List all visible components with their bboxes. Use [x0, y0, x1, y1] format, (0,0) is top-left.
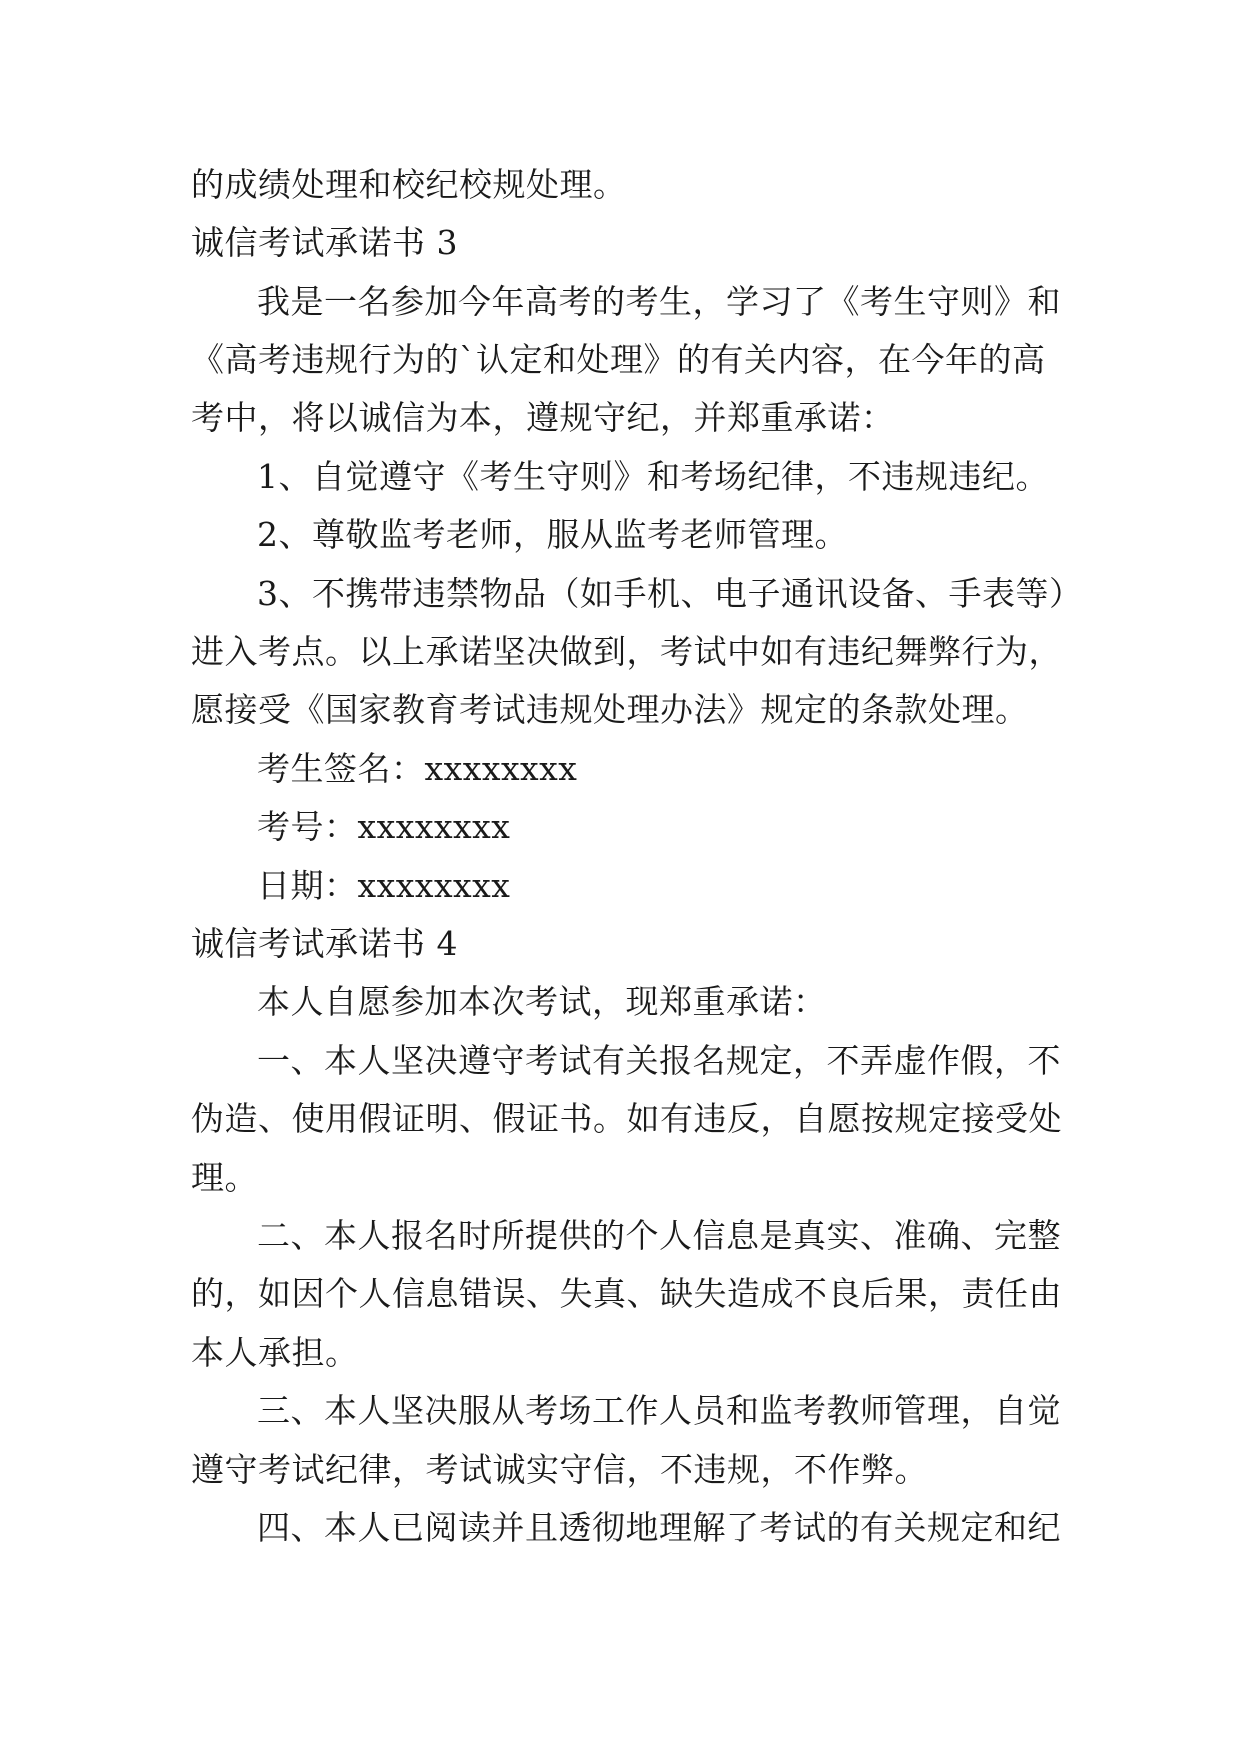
paragraph-line: 四、本人已阅读并且透彻地理解了考试的有关规定和纪 — [257, 1508, 1061, 1547]
date-line: 日期：xxxxxxxx — [257, 866, 511, 905]
paragraph-line: 我是一名参加今年高考的考生，学习了《考生守则》和 — [257, 282, 1061, 321]
signature-line: 考生签名：xxxxxxxx — [257, 749, 578, 788]
section-heading: 诚信考试承诺书 3 — [191, 223, 458, 262]
paragraph-line: 的成绩处理和校纪校规处理。 — [191, 165, 627, 204]
paragraph-line: 本人承担。 — [191, 1333, 359, 1372]
section-heading: 诚信考试承诺书 4 — [191, 924, 458, 963]
paragraph-line: 理。 — [191, 1158, 258, 1197]
paragraph-line: 考中，将以诚信为本，遵规守纪，并郑重承诺： — [191, 398, 895, 437]
paragraph-line: 的，如因个人信息错误、失真、缺失造成不良后果，责任由 — [191, 1274, 1062, 1313]
paragraph-line: 3、不携带违禁物品（如手机、电子通讯设备、手表等） — [257, 574, 1083, 613]
paragraph-line: 一、本人坚决遵守考试有关报名规定，不弄虚作假，不 — [257, 1041, 1061, 1080]
paragraph-line: 遵守考试纪律，考试诚实守信，不违规，不作弊。 — [191, 1450, 928, 1489]
exam-number-line: 考号：xxxxxxxx — [257, 807, 511, 846]
paragraph-line: 1、自觉遵守《考生守则》和考场纪律，不违规违纪。 — [257, 457, 1049, 496]
paragraph-line: 伪造、使用假证明、假证书。如有违反，自愿按规定接受处 — [191, 1099, 1062, 1138]
paragraph-line: 本人自愿参加本次考试，现郑重承诺： — [257, 982, 827, 1021]
paragraph-line: 《高考违规行为的`认定和处理》的有关内容，在今年的高 — [191, 340, 1046, 379]
paragraph-line: 愿接受《国家教育考试违规处理办法》规定的条款处理。 — [191, 690, 1029, 729]
paragraph-line: 2、尊敬监考老师，服从监考老师管理。 — [257, 515, 848, 554]
paragraph-line: 三、本人坚决服从考场工作人员和监考教师管理，自觉 — [257, 1391, 1061, 1430]
paragraph-line: 进入考点。以上承诺坚决做到，考试中如有违纪舞弊行为， — [191, 632, 1062, 671]
paragraph-line: 二、本人报名时所提供的个人信息是真实、准确、完整 — [257, 1216, 1061, 1255]
